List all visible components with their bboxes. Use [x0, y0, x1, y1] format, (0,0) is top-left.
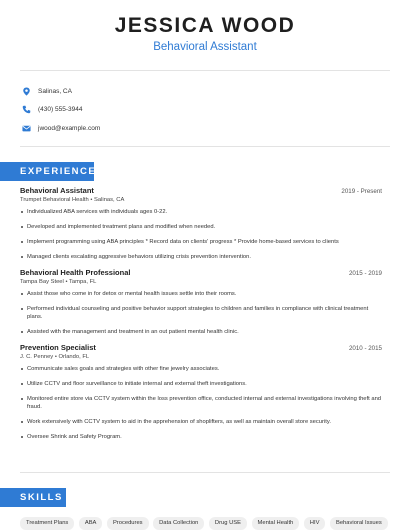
job-title: Behavioral Health Professional — [20, 268, 131, 277]
job-employer: J. C. Penney — [20, 354, 54, 360]
bullet-item: Assist those who come in for detox or mental health issues settle into their rooms. — [20, 290, 382, 298]
job-dates: 2010 - 2015 — [348, 345, 382, 352]
contact-location — [22, 82, 100, 100]
job-entry — [20, 186, 382, 261]
job-employer: Tampa Bay Steel — [20, 279, 64, 285]
job-title: Behavioral Assistant — [20, 186, 94, 195]
job-title: Prevention Specialist — [20, 343, 96, 352]
contact-phone — [22, 101, 100, 119]
job-employer-line — [20, 279, 382, 285]
bullet-item: Monitored entire store via CCTV system within the loss prevention office, conducted internal and external investigations involving theft and fraud. — [20, 395, 382, 411]
skills-list — [20, 517, 392, 530]
job-dates: 2019 - Present — [341, 188, 382, 195]
section-heading-experience: EXPERIENCE — [0, 162, 94, 181]
skill-chip: Treatment Plans — [20, 517, 74, 530]
job-bullets — [20, 365, 382, 441]
skill-chip: HIV — [304, 517, 326, 530]
job-entry — [20, 343, 382, 441]
job-location: Tampa, FL — [69, 279, 97, 285]
phone-icon — [22, 105, 31, 114]
divider-contact — [20, 146, 390, 147]
contact-email — [22, 119, 100, 137]
job-dates: 2015 - 2019 — [348, 270, 382, 277]
email-icon — [22, 124, 31, 133]
location-pin-icon — [22, 87, 31, 96]
bullet-item: Assisted with the management and treatment in an out patient mental health clinic. — [20, 328, 382, 336]
job-entry — [20, 268, 382, 336]
contact-email-text: jwood@example.com — [38, 124, 101, 132]
experience-section — [20, 186, 382, 448]
job-bullets — [20, 290, 382, 336]
skill-chip: Drug USE — [209, 517, 247, 530]
skill-chip: Behavioral Issues — [330, 517, 388, 530]
bullet-item: Utilize CCTV and floor surveillance to initiate internal and external theft investigations. — [20, 380, 382, 388]
job-bullets — [20, 208, 382, 261]
job-employer-line — [20, 354, 382, 360]
skill-chip: ABA — [79, 517, 103, 530]
bullet-item: Individualized ABA services with individuals ages 0-22. — [20, 208, 382, 216]
job-employer: Trumpet Behavioral Health — [20, 197, 89, 203]
job-location: Orlando, FL — [58, 354, 90, 360]
separator-dot: • — [90, 197, 93, 203]
bullet-item: Developed and implemented treatment plans and modified when needed. — [20, 223, 382, 231]
bullet-item: Performed individual counseling and positive behavior support strategies to children and families in compliance with clinical treatment plans. — [20, 305, 382, 321]
resume-header — [0, 14, 410, 53]
skill-chip: Mental Health — [252, 517, 300, 530]
section-heading-skills: SKILLS — [0, 488, 66, 507]
contact-phone-text: (430) 555-3944 — [38, 106, 83, 113]
candidate-name: JESSICA WOOD — [114, 14, 296, 37]
skill-chip: Data Collection — [153, 517, 204, 530]
divider-experience — [20, 472, 390, 473]
bullet-item: Communicate sales goals and strategies with other fine jewelry associates. — [20, 365, 382, 373]
bullet-item: Implement programming using ABA principles * Record data on clients' progress * Provide home-based services to clients — [20, 238, 382, 246]
job-location: Salinas, CA — [94, 197, 125, 203]
skill-chip: Procedures — [107, 517, 149, 530]
bullet-item: Managed clients escalating aggressive behaviors utilizing crisis prevention intervention. — [20, 253, 382, 261]
job-title-headline: Behavioral Assistant — [153, 41, 257, 53]
separator-dot: • — [65, 279, 68, 285]
bullet-item: Oversee Shrink and Safety Program. — [20, 433, 382, 441]
divider-top — [20, 70, 390, 71]
contact-location-text: Salinas, CA — [38, 87, 72, 95]
separator-dot: • — [54, 354, 57, 360]
bullet-item: Work extensively with CCTV system to aid in the apprehension of shoplifters, as well as maintain overall store security. — [20, 418, 382, 426]
job-employer-line — [20, 197, 382, 203]
contact-list — [22, 82, 100, 138]
